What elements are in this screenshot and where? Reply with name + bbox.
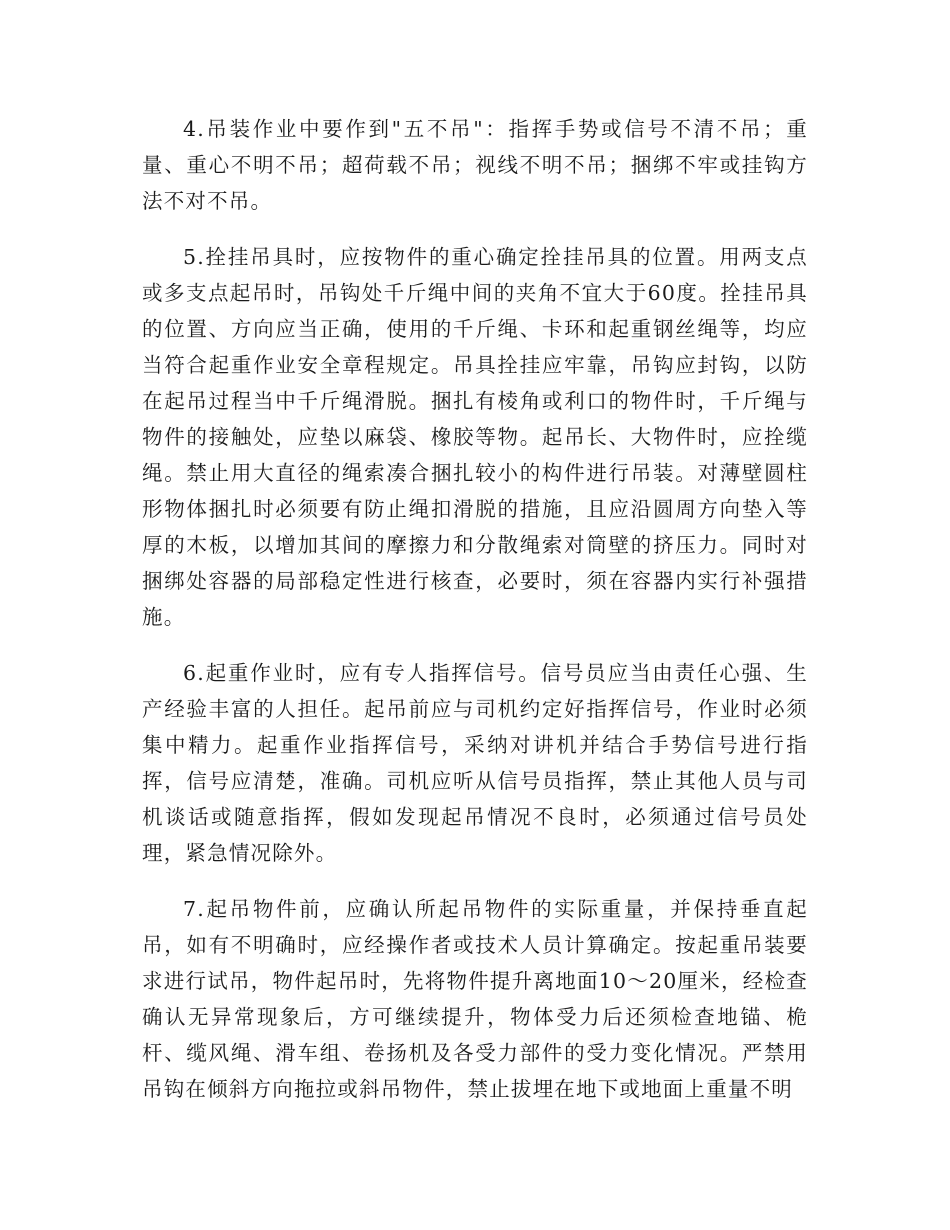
paragraph-4: 4.吊装作业中要作到"五不吊"：指挥手势或信号不清不吊；重量、重心不明不吊；超荷载不吊；视线不明不吊；捆绑不牢或挂钩方法不对不吊。 xyxy=(142,117,808,213)
paragraph-6: 6.起重作业时，应有专人指挥信号。信号员应当由责任心强、生产经验丰富的人担任。起吊前应与司机约定好指挥信号，作业时必须集中精力。起重作业指挥信号，采纳对讲机并结合手势信号进行指挥，信号应清楚，准确。司机应听从信号员指挥，禁止其他人员与司机谈话或随意指挥，假如发现起吊情况不良时，必须通过信号员处理，紧急情况除外。 xyxy=(142,661,808,865)
paragraph-7: 7.起吊物件前，应确认所起吊物件的实际重量，并保持垂直起吊，如有不明确时，应经操作者或技术人员计算确定。按起重吊装要求进行试吊，物件起吊时，先将物件提升离地面10～20厘米，经检查确认无异常现象后，方可继续提升，物体受力后还须检查地锚、桅杆、缆风绳、滑车组、卷扬机及各受力部件的受力变化情况。严禁用吊钩在倾斜方向拖拉或斜吊物件，禁止拔埋在地下或地面上重量不明 xyxy=(142,897,808,1101)
paragraph-5: 5.拴挂吊具时，应按物件的重心确定拴挂吊具的位置。用两支点或多支点起吊时，吊钩处千斤绳中间的夹角不宜大于60度。拴挂吊具的位置、方向应当正确，使用的千斤绳、卡环和起重钢丝绳等，均应当符合起重作业安全章程规定。吊具拴挂应牢靠，吊钩应封钩，以防在起吊过程当中千斤绳滑脱。捆扎有棱角或利口的物件时，千斤绳与物件的接触处，应垫以麻袋、橡胶等物。起吊长、大物件时，应拴缆绳。禁止用大直径的绳索凑合捆扎较小的构件进行吊装。对薄壁圆柱形物体捆扎时必须要有防止绳扣滑脱的措施，且应沿圆周方向垫入等厚的木板，以增加其间的摩擦力和分散绳索对筒壁的挤压力。同时对捆绑处容器的局部稳定性进行核查，必要时，须在容器内实行补强措施。 xyxy=(142,245,808,629)
document-body xyxy=(142,111,808,1107)
